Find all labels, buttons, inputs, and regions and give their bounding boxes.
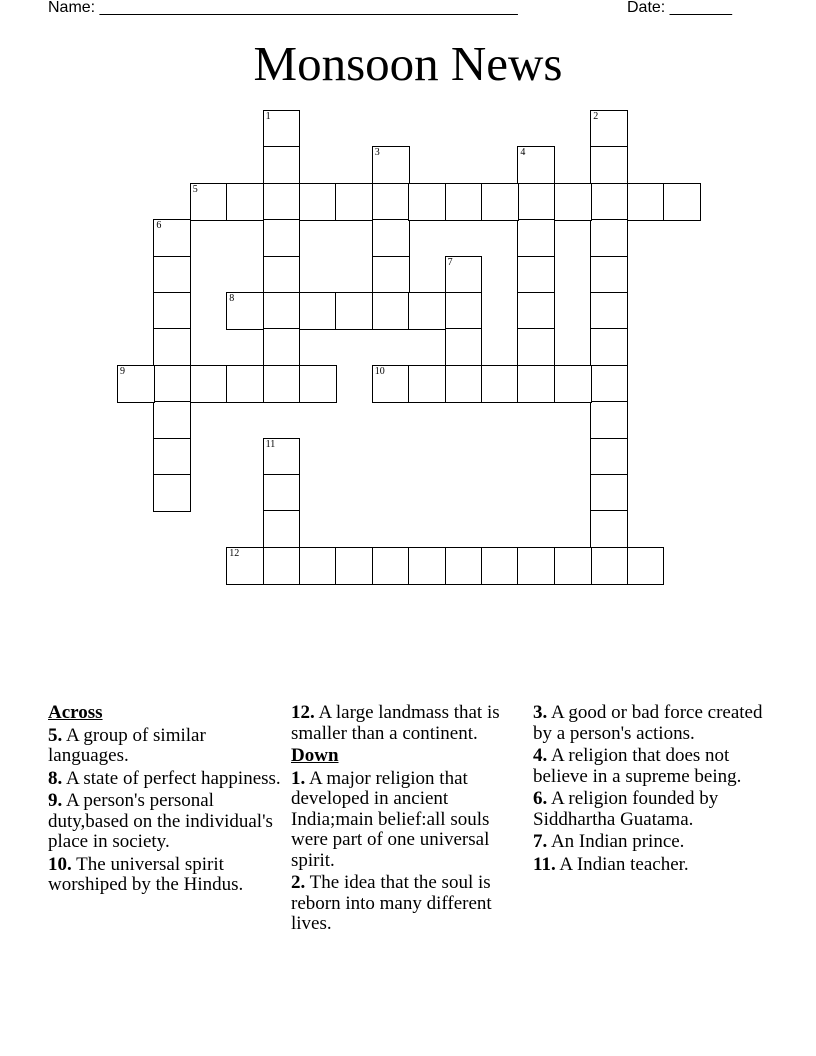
- crossword-cell[interactable]: [335, 547, 373, 585]
- crossword-cell[interactable]: [117, 365, 155, 403]
- crossword-cell[interactable]: [590, 146, 628, 184]
- crossword-cell[interactable]: [445, 183, 483, 221]
- crossword-cell[interactable]: [517, 256, 555, 294]
- crossword-cell[interactable]: [590, 401, 628, 439]
- crossword-cell[interactable]: [263, 292, 301, 330]
- crossword-cell[interactable]: [153, 256, 191, 294]
- crossword-cell[interactable]: [590, 219, 628, 257]
- crossword-cell[interactable]: [263, 146, 301, 184]
- crossword-cell[interactable]: [590, 438, 628, 476]
- crossword-cell[interactable]: [590, 110, 628, 148]
- crossword-cell[interactable]: [554, 365, 592, 403]
- crossword-cell[interactable]: [590, 328, 628, 366]
- crossword-cell[interactable]: [590, 474, 628, 512]
- crossword-cell[interactable]: [517, 365, 555, 403]
- crossword-cell[interactable]: [263, 110, 301, 148]
- crossword-cell[interactable]: [590, 256, 628, 294]
- clue-down-6: [533, 789, 769, 830]
- crossword-cell[interactable]: [226, 547, 264, 585]
- clue-number: 10.: [48, 853, 72, 875]
- crossword-cell[interactable]: [372, 365, 410, 403]
- crossword-cell[interactable]: [663, 183, 701, 221]
- clue-number: 1.: [291, 767, 306, 789]
- crossword-cell[interactable]: [226, 183, 264, 221]
- crossword-cell[interactable]: [190, 365, 228, 403]
- crossword-cell[interactable]: [590, 547, 628, 585]
- crossword-cell[interactable]: [153, 474, 191, 512]
- clue-number: 6.: [533, 788, 548, 809]
- crossword-cell[interactable]: [445, 328, 483, 366]
- clue-across-9: [48, 791, 284, 853]
- clue-text: A large landmass that is smaller than a continent.: [291, 702, 500, 744]
- crossword-cell[interactable]: [153, 328, 191, 366]
- across-heading: Across: [48, 702, 103, 723]
- crossword-cell[interactable]: [299, 292, 337, 330]
- crossword-cell[interactable]: [481, 183, 519, 221]
- clue-column-1: [48, 703, 284, 898]
- clue-down-11: [533, 855, 769, 876]
- crossword-cell[interactable]: [408, 365, 446, 403]
- clue-number: 12.: [291, 702, 315, 723]
- clue-down-4: [533, 746, 769, 787]
- clue-number: 4.: [533, 745, 548, 766]
- clue-number: 8.: [48, 767, 63, 789]
- clue-text: A person's personal duty,based on the individual's place in society.: [48, 790, 273, 852]
- crossword-cell[interactable]: [263, 438, 301, 476]
- crossword-cell[interactable]: [408, 183, 446, 221]
- clue-across-5: [48, 726, 284, 767]
- clue-number: 3.: [533, 702, 548, 723]
- crossword-cell[interactable]: [263, 219, 301, 257]
- clue-text: The idea that the soul is reborn into many different lives.: [291, 872, 492, 934]
- crossword-cell[interactable]: [372, 146, 410, 184]
- crossword-cell[interactable]: [590, 183, 628, 221]
- crossword-cell[interactable]: [153, 401, 191, 439]
- crossword-cell[interactable]: [590, 510, 628, 548]
- crossword-cell[interactable]: [590, 292, 628, 330]
- cell-number: 12: [229, 547, 240, 559]
- page-title: Monsoon News: [253, 36, 563, 91]
- crossword-cell[interactable]: [299, 547, 337, 585]
- crossword-cell[interactable]: [263, 328, 301, 366]
- clue-down-7: [533, 832, 769, 853]
- crossword-cell[interactable]: [481, 365, 519, 403]
- clue-across-10: [48, 855, 284, 896]
- clue-number: 5.: [48, 724, 63, 746]
- crossword-cell[interactable]: [517, 183, 555, 221]
- crossword-cell[interactable]: [481, 547, 519, 585]
- date-field[interactable]: Date: _______: [627, 0, 732, 16]
- clue-text: A group of similar languages.: [48, 724, 206, 766]
- crossword-cell[interactable]: [153, 219, 191, 257]
- clue-across-8: [48, 769, 284, 790]
- crossword-cell[interactable]: [299, 365, 337, 403]
- crossword-cell[interactable]: [190, 183, 228, 221]
- cell-number: 10: [374, 365, 385, 377]
- cell-number: 3: [374, 147, 380, 159]
- crossword-cell[interactable]: [372, 256, 410, 294]
- crossword-cell[interactable]: [335, 183, 373, 221]
- crossword-cell[interactable]: [554, 547, 592, 585]
- cell-number: 8: [229, 293, 235, 304]
- crossword-cell[interactable]: [517, 547, 555, 585]
- crossword-cell[interactable]: [263, 183, 301, 221]
- crossword-cell[interactable]: [627, 183, 665, 221]
- name-field[interactable]: Name: _______________________________________________: [48, 0, 518, 16]
- crossword-cell[interactable]: [445, 256, 483, 294]
- clue-number: 11.: [533, 853, 556, 875]
- crossword-cell[interactable]: [263, 365, 301, 403]
- crossword-cell[interactable]: [263, 474, 301, 512]
- crossword-cell[interactable]: [517, 292, 555, 330]
- crossword-cell[interactable]: [372, 183, 410, 221]
- crossword-cell[interactable]: [408, 547, 446, 585]
- clue-text: A state of perfect happiness.: [65, 767, 281, 789]
- crossword-cell[interactable]: [517, 219, 555, 257]
- crossword-cell[interactable]: [153, 365, 191, 403]
- crossword-cell[interactable]: [445, 365, 483, 403]
- clue-number: 9.: [48, 790, 63, 811]
- crossword-cell[interactable]: [517, 328, 555, 366]
- crossword-cell[interactable]: [627, 547, 665, 585]
- crossword-cell[interactable]: [263, 547, 301, 585]
- crossword-cell[interactable]: [554, 183, 592, 221]
- clue-text: A good or bad force created by a person's actions.: [533, 702, 763, 744]
- clue-text: An Indian prince.: [550, 831, 685, 852]
- crossword-cell[interactable]: [372, 547, 410, 585]
- clue-column-2: [291, 703, 527, 937]
- cell-number: 4: [520, 147, 526, 159]
- crossword-cell[interactable]: [408, 292, 446, 330]
- crossword-cell[interactable]: [445, 547, 483, 585]
- crossword-cell[interactable]: [445, 292, 483, 330]
- crossword-cell[interactable]: [153, 292, 191, 330]
- crossword-cell[interactable]: [263, 256, 301, 294]
- clue-text: A religion that does not believe in a supreme being.: [533, 745, 742, 787]
- clue-number: 2.: [291, 872, 306, 893]
- clue-down-2: [291, 873, 527, 935]
- cell-number: 5: [192, 183, 198, 195]
- cell-number: 9: [120, 365, 125, 377]
- clue-down-1: [291, 769, 527, 872]
- crossword-cell[interactable]: [263, 510, 301, 548]
- crossword-cell[interactable]: [226, 365, 264, 403]
- crossword-cell[interactable]: [153, 438, 191, 476]
- cell-number: 7: [447, 256, 453, 268]
- cell-number: 2: [593, 111, 599, 122]
- down-heading: Down: [291, 745, 339, 766]
- clue-text: The universal spirit worshiped by the Hindus.: [48, 853, 244, 895]
- crossword-cell[interactable]: [372, 219, 410, 257]
- clue-text: A major religion that developed in ancient India;main belief:all souls were part of one universal spirit.: [291, 767, 490, 871]
- crossword-cell[interactable]: [226, 292, 264, 330]
- clue-text: A religion founded by Siddhartha Guatama.: [533, 788, 719, 830]
- clue-across-12: [291, 703, 527, 744]
- cell-number: 6: [156, 220, 162, 232]
- clue-number: 7.: [533, 831, 548, 852]
- cell-number: 1: [265, 111, 271, 122]
- crossword-cell[interactable]: [299, 183, 337, 221]
- crossword-cell[interactable]: [335, 292, 373, 330]
- crossword-cell[interactable]: [590, 365, 628, 403]
- crossword-cell[interactable]: [517, 146, 555, 184]
- cell-number: 11: [265, 438, 276, 450]
- clue-text: A Indian teacher.: [559, 853, 689, 875]
- crossword-cell[interactable]: [372, 292, 410, 330]
- clue-column-3: [533, 703, 769, 877]
- clue-down-3: [533, 703, 769, 744]
